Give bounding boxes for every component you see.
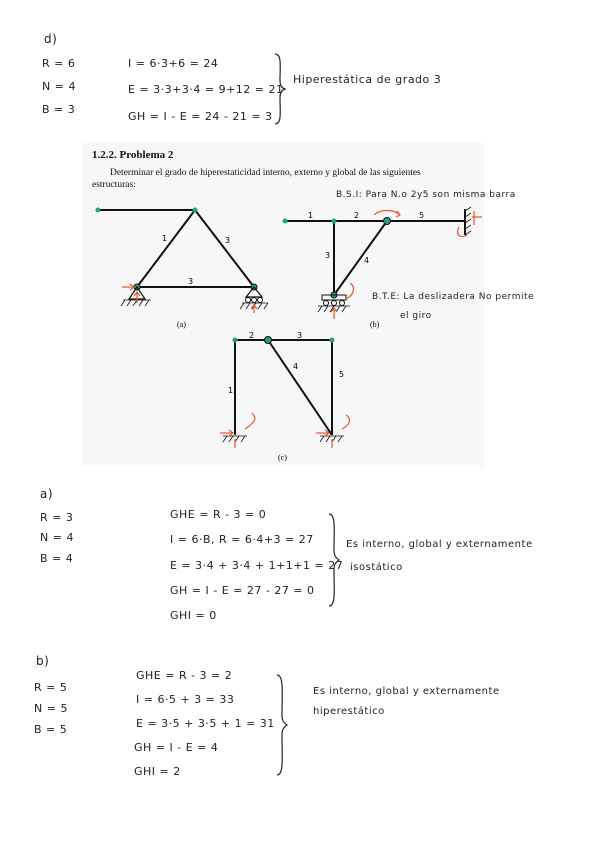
section-a-given-r: R = 3 [40,511,74,524]
structure-b-diagonal [334,221,387,295]
section-d-eq-i: I = 6·3+6 = 24 [128,57,219,70]
section-b-eq-i: I = 6·5 + 3 = 33 [136,693,235,706]
structure-c [220,331,349,462]
ground-hatch [223,436,344,442]
caption-a: (a) [177,320,186,329]
section-a-eq-e: E = 3·4 + 3·4 + 1+1+1 = 27 [170,559,344,572]
structure-c-node [233,338,238,343]
bar-label: 3 [325,251,331,260]
section-b-label: b) [36,654,50,668]
structure-a-node [96,208,101,213]
figure-b-note-bottom-line1: B.T.E: La deslizadera No permite [372,292,535,302]
section-b-eq-e: E = 3·5 + 3·5 + 1 = 31 [136,717,275,730]
structure-b [283,207,483,329]
section-a-eq-i: I = 6·B, R = 6·4+3 = 27 [170,533,314,546]
ground-hatch [121,300,151,306]
bar-label: 3 [297,331,303,340]
section-b-given-b: B = 5 [34,723,68,736]
structure-c-node [265,337,272,344]
section-a-given-b: B = 4 [40,552,74,565]
structure-a-bar-right-diagonal [195,210,254,287]
section-b-eq-gh: GH = I - E = 4 [134,741,219,754]
section-a-eq-ghi: GHI = 0 [170,609,217,622]
section-d-eq-gh: GH = I - E = 24 - 21 = 3 [128,110,273,123]
structure-a-bar-left-diagonal [137,210,195,287]
bar-label: 1 [162,234,168,243]
section-a-eq-ghe: GHE = R - 3 = 0 [170,508,267,521]
caption-c: (c) [278,453,287,462]
problem-heading: 1.2.2. Problema 2 [92,149,174,161]
section-d-given-b: B = 3 [42,103,76,116]
problem-statement-line2: estructuras: [92,180,136,190]
structure-b-node [384,218,391,225]
section-b-given-n: N = 5 [34,702,68,715]
bar-label: 5 [419,211,425,220]
structure-b-node [332,219,337,224]
section-d-label: d) [44,32,58,46]
structure-b-node [283,219,288,224]
section-d-conclusion: Hiperestática de grado 3 [293,73,442,86]
figure-b-note-bottom-line2: el giro [400,311,432,321]
bar-label: 3 [225,236,231,245]
section-d-given-n: N = 4 [42,80,76,93]
section-b-brace [274,673,288,777]
bar-label: 2 [354,211,360,220]
reaction-arrows [331,211,482,320]
section-d-brace [272,52,286,126]
bar-label: 4 [293,362,299,371]
section-b-given-r: R = 5 [34,681,68,694]
bar-label: 5 [339,370,345,379]
bar-label: 2 [249,331,255,340]
structure-c-node [330,338,335,343]
section-d-given-r: R = 6 [42,57,76,70]
roller-wheels [324,301,345,306]
section-a-conclusion-line1: Es interno, global y externamente [346,539,533,550]
section-a-given-n: N = 4 [40,531,74,544]
section-b-eq-ghi: GHI = 2 [134,765,181,778]
bar-label: 4 [364,256,370,265]
bar-label: 3 [188,277,194,286]
section-b-eq-ghe: GHE = R - 3 = 2 [136,669,233,682]
section-b-conclusion-line1: Es interno, global y externamente [313,686,500,697]
caption-b: (b) [370,320,380,329]
section-b-conclusion-line2: hiperestático [313,706,385,717]
roller-wheels [246,298,263,303]
figure-b-note-top: B.S.I: Para N.o 2y5 son misma barra [336,190,516,200]
structure-c-diagonal [268,340,332,435]
section-a-brace [326,512,340,608]
section-d-eq-e: E = 3·3+3·4 = 9+12 = 21 [128,83,284,96]
section-a-conclusion-line2: isostático [350,562,403,573]
bar-label: 1 [228,386,234,395]
section-a-eq-gh: GH = I - E = 27 - 27 = 0 [170,584,315,597]
bar-label: 1 [308,211,314,220]
structure-a [96,208,269,330]
section-a-label: a) [40,487,54,501]
problem-statement-line1: Determinar el grado de hiperestaticidad interno, externo y global de las siguientes [110,168,421,178]
structure-a-node [193,208,198,213]
